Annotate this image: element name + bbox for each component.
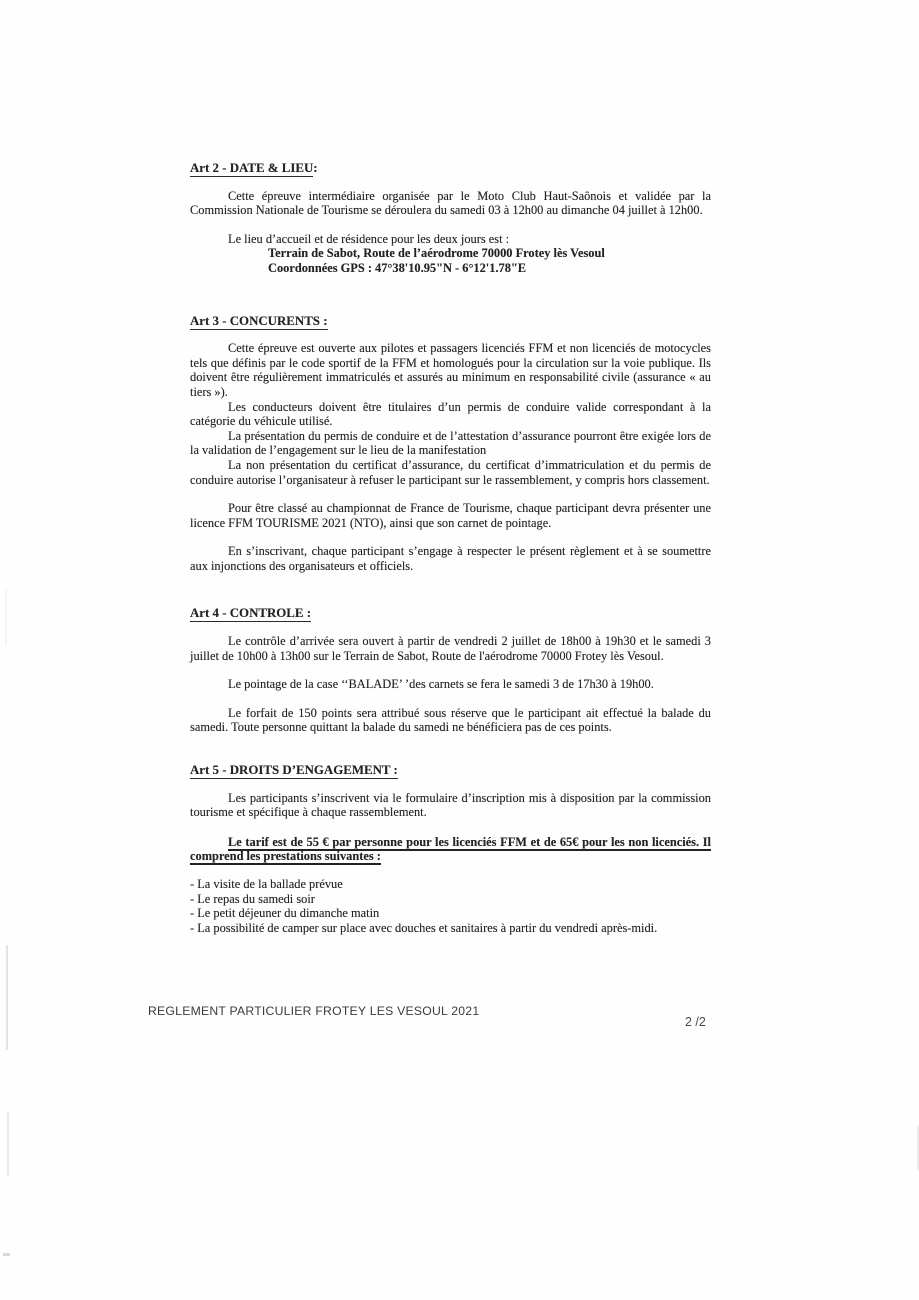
paragraph-eligibility: Cette épreuve est ouverte aux pilotes et passagers licenciés FFM et non licenciés de motocycles tels que définis par le code sportif de la FFM et homologués pour la circulation sur la voie publique. Ils doivent être régulièrement immatriculés et assurés au minimum en responsabilité civile (assurance « au tiers »). <box>190 341 711 399</box>
heading-art5 <box>190 763 711 778</box>
page-number: 2 /2 <box>685 1015 706 1029</box>
scan-artifact-left-dashes <box>7 1112 9 1177</box>
heading-art3 <box>190 314 711 329</box>
paragraph-documents-check: La présentation du permis de conduire et de l’attestation d’assurance pourront être exigée lors de la validation de l’engagement sur le lieu de la manifestation <box>190 428 711 458</box>
gps-coordinates-line: Coordonnées GPS : 47°38'10.95"N - 6°12'1.78"E <box>268 260 527 275</box>
heading-art5-text: Art 5 - DROITS D’ENGAGEMENT : <box>190 763 398 778</box>
address-line: Terrain de Sabot, Route de l’aérodrome 70000 Frotey lès Vesoul <box>268 246 605 261</box>
paragraph-points-forfait: Le forfait de 150 points sera attribué sous réserve que le participant ait effectué la balade du samedi. Toute personne quittant la balade du samedi ne bénéficiera pas de ces points. <box>190 705 711 735</box>
section-art3-concurrents <box>190 314 711 574</box>
scan-artifact-left-faint <box>5 590 7 645</box>
list-item-balade: - La visite de la ballade prévue <box>190 877 343 891</box>
heading-art3-text: Art 3 - CONCURENTS : <box>190 313 328 328</box>
paragraph-arrival-control: Le contrôle d’arrivée sera ouvert à partir de vendredi 2 juillet de 18h00 à 19h30 et le samedi 3 juillet de 10h00 à 13h00 sur le Terrain de Sabot, Route de l'aérodrome 70000 Frotey lès Vesoul. <box>190 634 711 663</box>
list-item-breakfast: - Le petit déjeuner du dimanche matin <box>190 906 380 921</box>
section-art2-date-lieu <box>190 161 711 276</box>
paragraph-drivers-licence: Les conducteurs doivent être titulaires d’un permis de conduire valide correspondant à la catégorie du véhicule utilisé. <box>190 399 711 429</box>
paragraph-commitment: En s’inscrivant, chaque participant s’engage à respecter le présent règlement et à se soumettre aux injonctions des organisateurs et officiels. <box>190 544 711 573</box>
heading-art2 <box>190 161 711 176</box>
heading-art4 <box>190 606 711 621</box>
section-art5-droits-engagement <box>190 763 711 935</box>
heading-art2-text: Art 2 - DATE & LIEU <box>190 161 314 175</box>
list-item-camping: - La possibilité de camper sur place avec douches et sanitaires à partir du vendredi après-midi. <box>190 920 658 935</box>
paragraph-venue-intro: Le lieu d’accueil et de résidence pour les deux jours est : <box>228 231 510 246</box>
scan-artifact-left-streak <box>6 945 8 1050</box>
scan-artifact-left-mark <box>3 1253 10 1256</box>
paragraph-championship-licence: Pour être classé au championnat de France de Tourisme, chaque participant devra présenter une licence FFM TOURISME 2021 (NTO), ainsi que son carnet de pointage. <box>190 501 711 530</box>
section-art4-controle <box>190 606 711 735</box>
paragraph-refusal: La non présentation du certificat d’assurance, du certificat d’immatriculation et du permis de conduire autorise l’organisateur à refuser le participant sur le rassemblement, y compris hors classement. <box>190 457 711 487</box>
heading-art2-colon: : <box>313 161 318 175</box>
paragraph-tariff: Le tarif est de 55 € par personne pour les licenciés FFM et de 65€ pour les non licenciés. Il comprend les prestations suivantes : <box>190 834 711 864</box>
footer-document-title: REGLEMENT PARTICULIER FROTEY LES VESOUL 2021 <box>148 1004 480 1018</box>
heading-art4-text: Art 4 - CONTROLE : <box>190 606 312 621</box>
included-services-list <box>190 877 711 935</box>
list-item-dinner: - Le repas du samedi soir <box>190 891 315 906</box>
paragraph-event-dates: Cette épreuve intermédiaire organisée par le Moto Club Haut-Saônois et validée par la Commission Nationale de Tourisme se déroulera du samedi 03 à 12h00 au dimanche 04 juillet à 12h00. <box>190 188 711 218</box>
document-body <box>190 161 711 935</box>
paragraph-registration-form: Les participants s’inscrivent via le formulaire d’inscription mis à disposition par la commission tourisme et spécifique à chaque rassemblement. <box>190 790 711 820</box>
paragraph-balade-check: Le pointage de la case ‘‘BALADE’ ’des carnets se fera le samedi 3 de 17h30 à 19h00. <box>228 677 654 692</box>
